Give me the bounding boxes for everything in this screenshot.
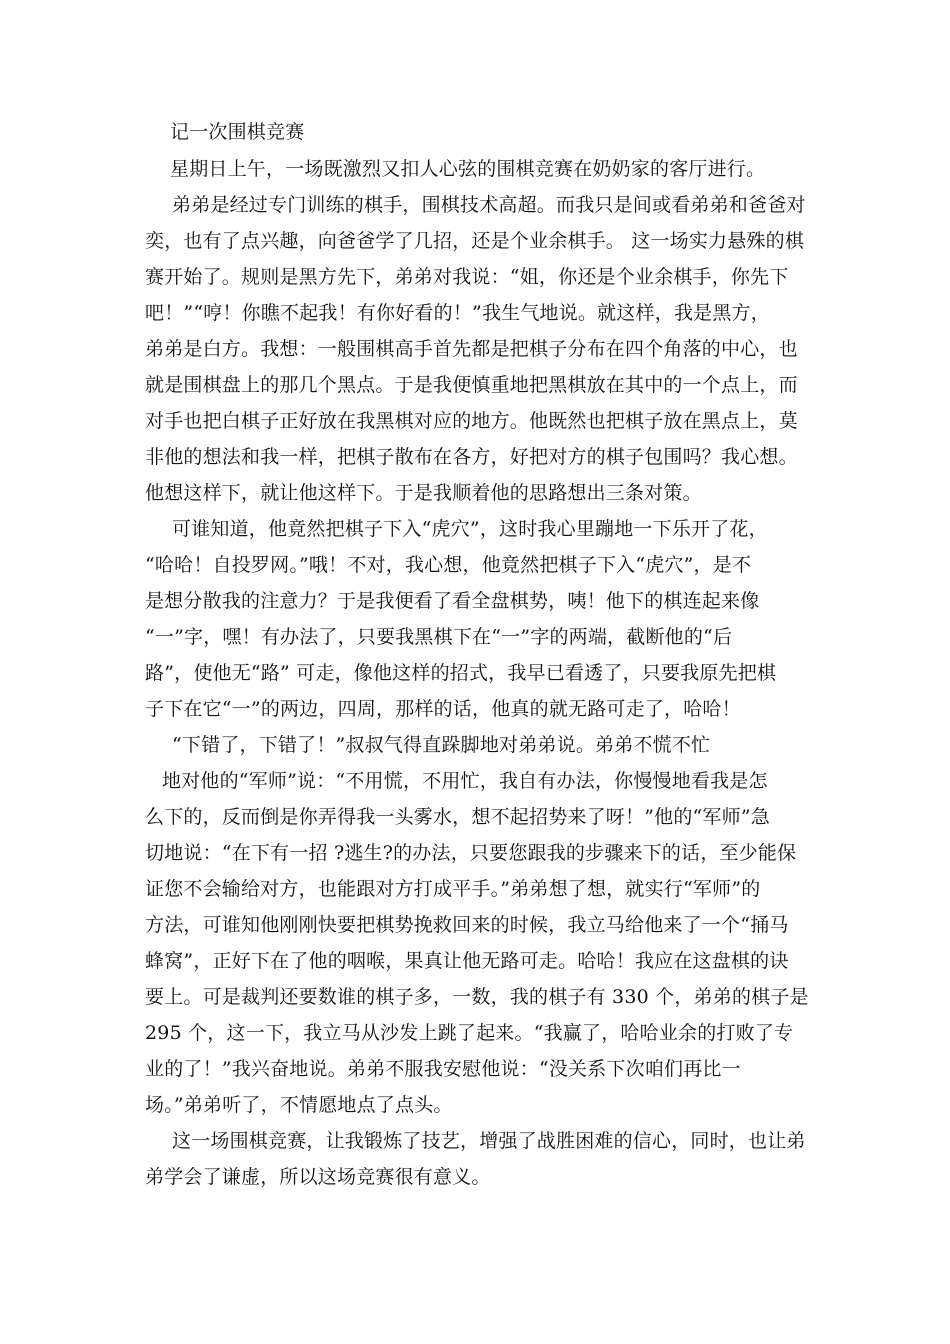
text-line: 非他的想法和我一样，把棋子散布在各方，好把对方的棋子包围吗？我心想。 — [145, 446, 798, 468]
text-line: 弟弟是白方。我想：一般围棋高手首先都是把棋子分布在四个角落的中心，也 — [145, 338, 798, 360]
text-line: 这一场围棋竞赛，让我锻炼了技艺，增强了战胜困难的信心，同时，也让弟 — [172, 1130, 806, 1152]
text-line: 他想这样下，就让他这样下。于是我顺着他的思路想出三条对策。 — [145, 482, 702, 504]
text-line: 对手也把白棋子正好放在我黑棋对应的地方。他既然也把棋子放在黑点上，莫 — [145, 410, 798, 432]
text-line: 吧！”“哼！你瞧不起我！有你好看的！”我生气地说。就这样，我是黑方， — [145, 302, 770, 324]
text-line: 子下在它“一”的两边，四周，那样的话，他真的就无路可走了，哈哈！ — [145, 698, 741, 720]
text-line: 地对他的“军师”说：“不用慌，不用忙，我自有办法，你慢慢地看我是怎 — [162, 770, 768, 792]
text-line: “下错了，下错了！”叔叔气得直跺脚地对弟弟说。弟弟不慌不忙 — [172, 734, 711, 756]
text-line: 星期日上午，一场既激烈又扣人心弦的围棋竞赛在奶奶家的客厅进行。 — [170, 158, 766, 180]
text-line: 就是围棋盘上的那几个黑点。于是我便慎重地把黑棋放在其中的一个点上，而 — [145, 374, 798, 396]
document-title: 记一次围棋竞赛 — [170, 121, 305, 143]
text-line: 要上。可是裁判还要数谁的棋子多，一数，我的棋子有 330 个，弟弟的棋子是 — [145, 986, 809, 1008]
text-line: 295 个，这一下，我立马从沙发上跳了起来。“我赢了，哈哈业余的打败了专 — [145, 1022, 794, 1044]
text-line: 方法，可谁知他刚刚快要把棋势挽救回来的时候，我立马给他来了一个“捅马 — [145, 914, 789, 936]
text-line: 赛开始了。规则是黑方先下，弟弟对我说：“姐，你还是个业余棋手，你先下 — [145, 266, 789, 288]
text-line: 是想分散我的注意力？于是我便看了看全盘棋势，咦！他下的棋连起来像 — [145, 590, 760, 612]
text-line: 证您不会输给对方，也能跟对方打成平手。”弟弟想了想，就实行“军师”的 — [145, 878, 761, 900]
text-line: 切地说：“在下有一招 ?逃生?的办法，只要您跟我的步骤来下的话，至少能保 — [145, 842, 797, 864]
text-line: 弟弟是经过专门训练的棋手，围棋技术高超。而我只是间或看弟弟和爸爸对 — [172, 194, 806, 216]
text-line: 路”，使他无“路” 可走，像他这样的招式，我早已看透了，只要我原先把棋 — [145, 662, 777, 684]
text-line: 可谁知道，他竟然把棋子下入“虎穴”，这时我心里蹦地一下乐开了花， — [172, 518, 768, 540]
text-line: 弟学会了谦虚，所以这场竞赛很有意义。 — [145, 1166, 491, 1188]
text-line: 么下的，反而倒是你弄得我一头雾水，想不起招势来了呀！”他的“军师”急 — [145, 806, 770, 828]
text-line: 蜂窝”，正好下在了他的咽喉，果真让他无路可走。哈哈！我应在这盘棋的诀 — [145, 950, 789, 972]
text-line: “一”字，嘿！有办法了，只要我黑棋下在“一”字的两端，截断他的“后 — [145, 626, 733, 648]
text-line: 业的了！”我兴奋地说。弟弟不服我安慰他说：“没关系下次咱们再比一 — [145, 1058, 741, 1080]
text-line: 奕，也有了点兴趣，向爸爸学了几招，还是个业余棋手。 这一场实力悬殊的棋 — [145, 230, 805, 252]
text-line: 场。”弟弟听了，不情愿地点了点头。 — [145, 1094, 453, 1116]
text-line: “哈哈！自投罗网。”哦！不对，我心想，他竟然把棋子下入“虎穴”，是不 — [145, 554, 752, 576]
